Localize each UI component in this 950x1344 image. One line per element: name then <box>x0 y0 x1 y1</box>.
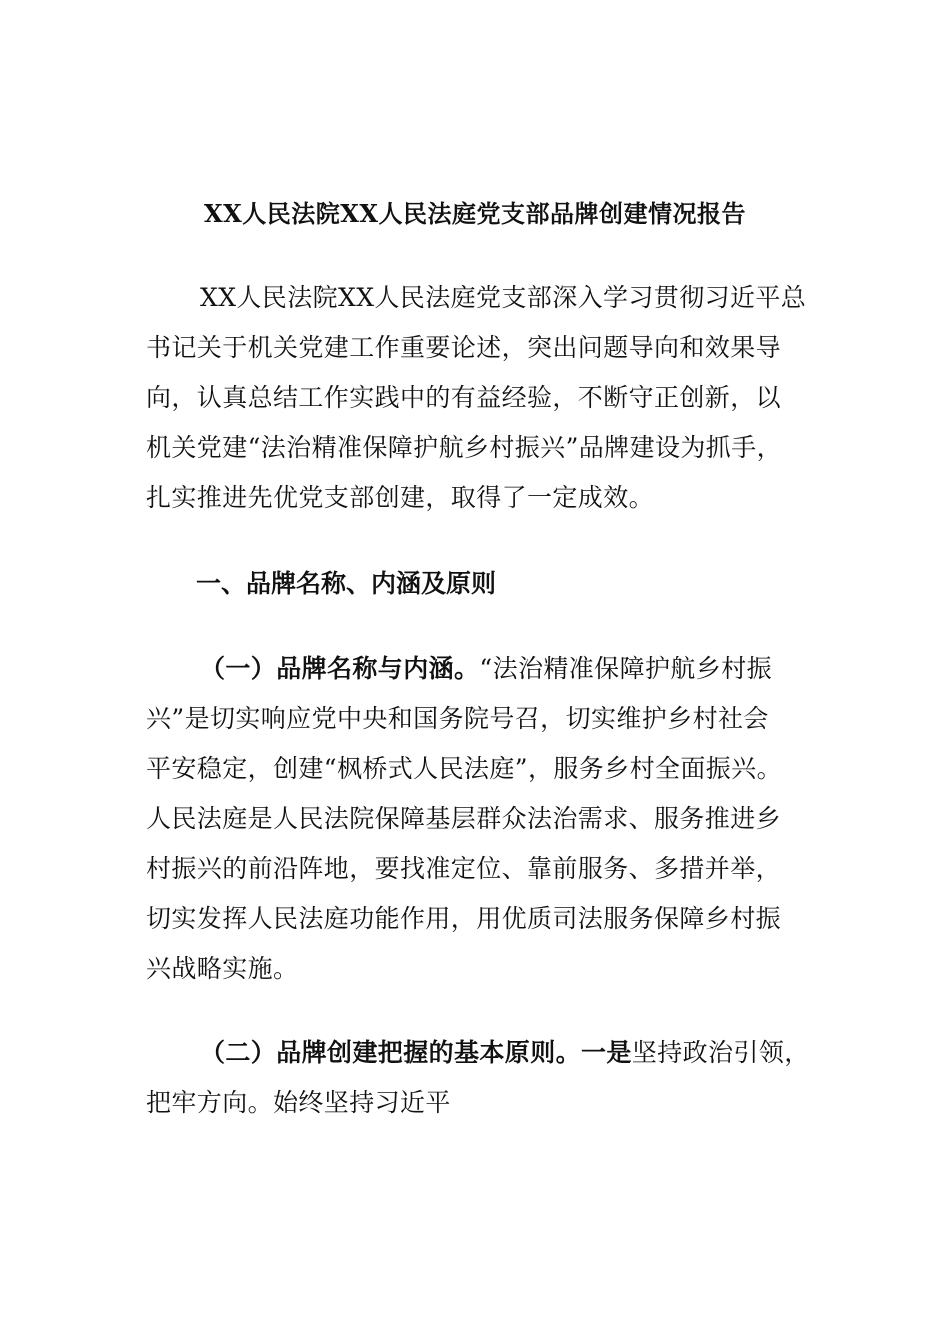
subsection-2-paragraph <box>146 1028 810 1128</box>
intro-line: XX人民法院XX人民法庭党支部深入学习贯彻习近平总 <box>200 283 807 312</box>
intro-line: 向，认真总结工作实践中的有益经验，不断守正创新，以 <box>146 383 782 412</box>
paragraph-line: 兴战略实施。 <box>146 954 299 983</box>
subsection-2-text: 坚持政治引领， <box>631 1038 810 1067</box>
intro-line: 书记关于机关党建工作重要论述，突出问题导向和效果导 <box>146 333 782 362</box>
intro-line: 扎实推进先优党支部创建，取得了一定成效。 <box>146 483 655 512</box>
subsection-1-paragraph <box>146 644 806 994</box>
subsection-2-heading: （二）品牌创建把握的基本原则。 <box>200 1038 582 1067</box>
intro-paragraph <box>146 273 806 523</box>
subsection-1-text: “法治精准保障护航乡村振 <box>479 654 772 683</box>
section-heading: 一、品牌名称、内涵及原则 <box>196 569 497 598</box>
intro-line: 机关党建“法治精准保障护航乡村振兴”品牌建设为抓手， <box>146 433 782 462</box>
paragraph-line: 切实发挥人民法庭功能作用，用优质司法服务保障乡村振 <box>146 904 782 933</box>
subsection-1-first-line <box>146 644 806 694</box>
subsection-2-first-line <box>146 1028 810 1078</box>
subsection-1-heading: （一）品牌名称与内涵。 <box>200 654 480 683</box>
paragraph-line: 人民法庭是人民法院保障基层群众法治需求、服务推进乡 <box>146 804 782 833</box>
paragraph-line: 兴”是切实响应党中央和国务院号召，切实维护乡村社会 <box>146 704 769 733</box>
document-title: XX人民法院XX人民法庭党支部品牌创建情况报告 <box>204 199 746 228</box>
paragraph-line: 把牢方向。始终坚持习近平 <box>146 1088 451 1117</box>
paragraph-line: 平安稳定，创建“枫桥式人民法庭”，服务乡村全面振兴。 <box>146 754 782 783</box>
paragraph-line: 村振兴的前沿阵地，要找准定位、靠前服务、多措并举， <box>146 854 782 883</box>
subsection-2-lead: 一是 <box>581 1038 632 1067</box>
